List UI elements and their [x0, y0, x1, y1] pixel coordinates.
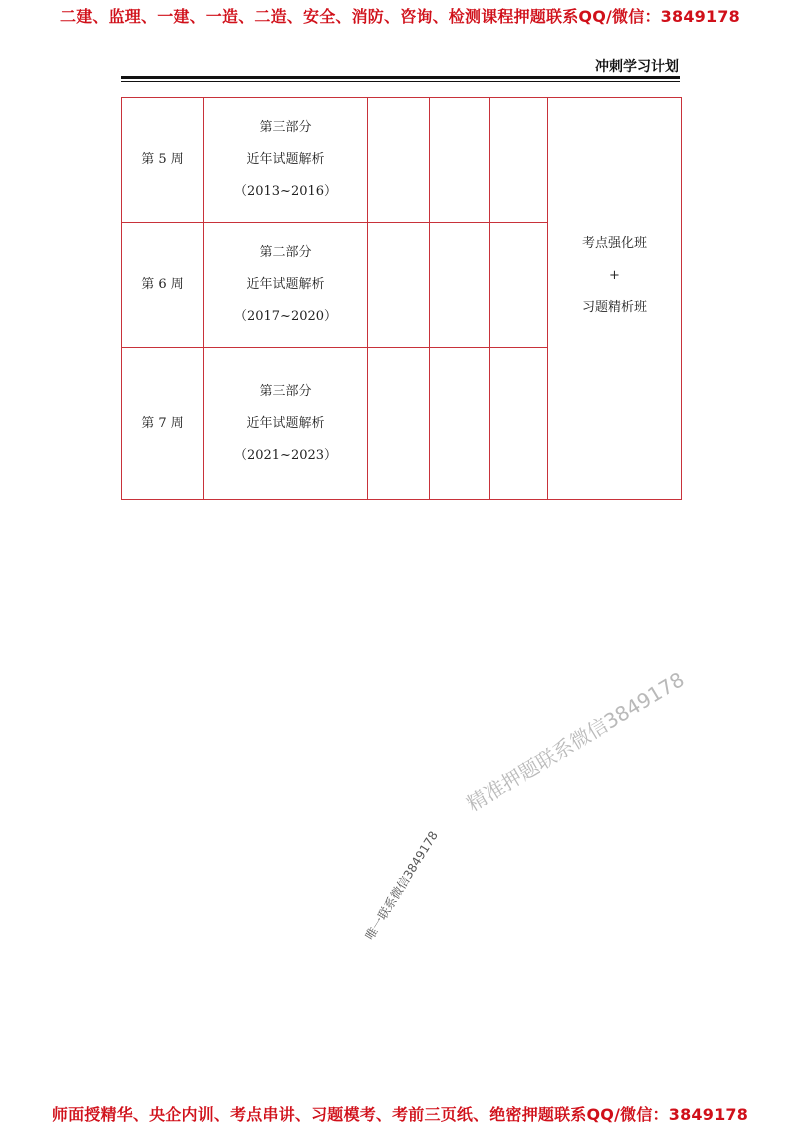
empty-cell — [430, 348, 490, 500]
content-cell — [204, 223, 368, 348]
class-line-3: 习题精析班 — [581, 300, 647, 315]
years-label: （2017~2020） — [233, 309, 338, 324]
empty-cell — [368, 223, 430, 348]
empty-cell — [490, 348, 548, 500]
empty-cell — [490, 98, 548, 223]
empty-cell — [430, 223, 490, 348]
topic-label: 近年试题解析 — [246, 415, 325, 431]
week-cell: 第 5 周 — [122, 98, 204, 223]
top-banner: 二建、监理、一建、一造、二造、安全、消防、咨询、检测课程押题联系QQ/微信：3849178 — [60, 7, 740, 26]
empty-cell — [368, 98, 430, 223]
topic-label: 近年试题解析 — [246, 152, 325, 167]
table-row — [122, 98, 682, 223]
empty-cell — [368, 348, 430, 500]
part-label: 第二部分 — [259, 245, 312, 260]
watermark-small: 唯一联系微信3849178 — [362, 828, 441, 943]
week-cell: 第 6 周 — [122, 223, 204, 348]
empty-cell — [490, 223, 548, 348]
content-cell — [204, 348, 368, 500]
header-rule-thin — [121, 81, 680, 82]
part-label: 第三部分 — [259, 120, 312, 135]
class-line-2: + — [609, 268, 620, 283]
class-line-1: 考点强化班 — [581, 236, 647, 251]
class-type-cell — [548, 98, 682, 500]
part-label: 第三部分 — [259, 383, 312, 399]
years-label: （2013~2016） — [233, 184, 338, 199]
bottom-banner: 师面授精华、央企内训、考点串讲、习题模考、考前三页纸、绝密押题联系QQ/微信：3849178 — [51, 1105, 749, 1124]
header-rule-thick — [121, 76, 680, 79]
watermark-large: 精准押题联系微信3849178 — [462, 667, 689, 817]
content-cell — [204, 98, 368, 223]
topic-label: 近年试题解析 — [246, 277, 325, 292]
page-title: 冲刺学习计划 — [595, 59, 679, 75]
study-plan-table — [121, 97, 682, 500]
week-cell: 第 7 周 — [122, 348, 204, 500]
empty-cell — [430, 98, 490, 223]
years-label: （2021~2023） — [233, 447, 338, 463]
